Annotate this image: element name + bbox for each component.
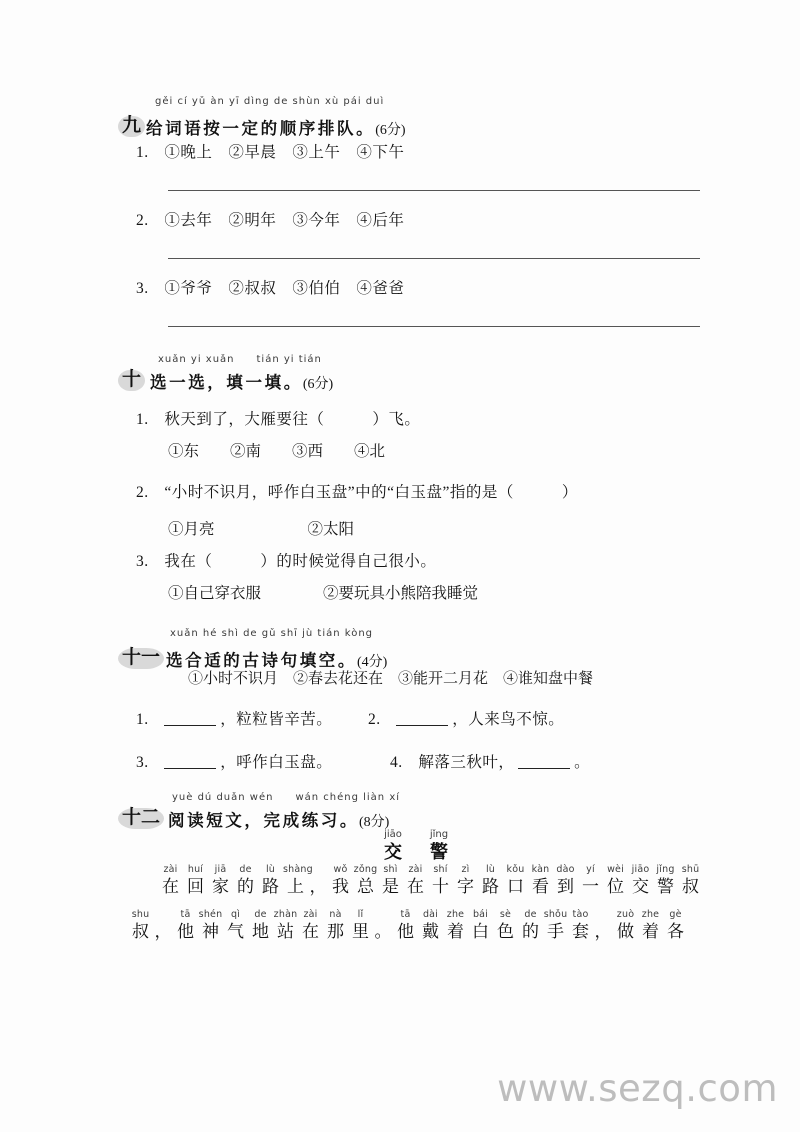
pinyin: nà xyxy=(329,909,342,920)
hanzi: 位 xyxy=(607,877,624,896)
section-twelve-points: (8分) xyxy=(359,815,390,830)
section-ten-title xyxy=(150,369,333,393)
passage-char xyxy=(663,909,688,943)
pinyin: shí xyxy=(433,864,448,875)
hanzi: 路 xyxy=(262,877,279,896)
section-eleven xyxy=(0,628,800,670)
passage-char xyxy=(453,864,478,898)
hanzi: 戴 xyxy=(422,922,439,941)
section-ten-points: (6分) xyxy=(302,377,334,392)
hanzi: 我 xyxy=(332,877,349,896)
hanzi: 交 xyxy=(632,877,649,896)
hanzi: 交 xyxy=(384,842,402,863)
passage-char xyxy=(518,909,543,943)
q9-2-options: ①去年 ②明年 ③今年 ④后年 xyxy=(164,212,405,229)
passage-char xyxy=(298,909,323,943)
section-twelve-title-text: 阅读短文，完成练习。 xyxy=(168,811,359,830)
passage-char xyxy=(128,909,153,943)
passage-char xyxy=(328,864,353,898)
section-eleven-pinyin: xuǎn hé shì de gǔ shī jù tián kòng xyxy=(170,628,373,639)
hanzi: 家 xyxy=(212,877,229,896)
q11-item-4-number: 4. xyxy=(390,754,403,771)
section-ten-number: 十 xyxy=(118,367,145,391)
pinyin: zài xyxy=(408,864,423,875)
q11-item-1-after: ，粒粒皆辛苦。 xyxy=(220,711,333,728)
pinyin: yí xyxy=(586,864,595,875)
passage-char xyxy=(543,909,568,943)
passage-char xyxy=(403,864,428,898)
q11-item-2-after: ，人来鸟不惊。 xyxy=(452,711,565,728)
pinyin: jiā xyxy=(214,864,227,875)
hanzi: 是 xyxy=(382,877,399,896)
passage-char xyxy=(603,864,628,898)
passage-char xyxy=(373,909,393,943)
hanzi: 各 xyxy=(667,922,684,941)
q10-2-stem xyxy=(136,483,578,503)
q11-item-2 xyxy=(368,710,564,730)
section-twelve-header xyxy=(0,792,800,830)
pinyin: zǒng xyxy=(353,864,378,875)
pinyin: de xyxy=(254,909,267,920)
q9-3-answer-line[interactable] xyxy=(168,326,700,327)
pinyin: jǐng xyxy=(656,864,675,875)
q11-item-4-before: 解落三秋叶， xyxy=(418,754,515,771)
hanzi: 字 xyxy=(457,877,474,896)
hanzi: 白 xyxy=(472,922,489,941)
passage-line-1 xyxy=(158,864,703,898)
passage-title xyxy=(370,828,462,864)
passage-char xyxy=(593,909,613,943)
q9-3-number: 3. xyxy=(136,280,149,297)
hanzi: 的 xyxy=(237,877,254,896)
pinyin: zài xyxy=(163,864,178,875)
passage-char xyxy=(503,864,528,898)
passage-char xyxy=(418,909,443,943)
pinyin: zhe xyxy=(641,909,660,920)
hanzi: 色 xyxy=(497,922,514,941)
passage-char xyxy=(323,909,348,943)
hanzi: 到 xyxy=(557,877,574,896)
q11-item-3-number: 3. xyxy=(136,754,149,771)
passage-char xyxy=(628,864,653,898)
passage-char xyxy=(613,909,638,943)
pinyin: shì xyxy=(383,864,398,875)
pinyin xyxy=(308,864,328,876)
pinyin: dài xyxy=(422,909,439,920)
q11-item-4-blank[interactable] xyxy=(518,754,570,769)
passage-char xyxy=(468,909,493,943)
passage-char xyxy=(353,864,378,898)
section-nine-title xyxy=(146,115,406,139)
section-twelve-number: 十二 xyxy=(118,805,164,829)
pinyin: de xyxy=(524,909,537,920)
pinyin: zhe xyxy=(446,909,465,920)
q10-2-number: 2. xyxy=(136,484,149,501)
section-nine-pinyin: gěi cí yǔ àn yī dìng de shùn xù pái duì xyxy=(155,96,385,107)
q10-2-choices[interactable]: ①月亮 ②太阳 xyxy=(168,521,355,538)
hanzi: 叔 xyxy=(682,877,699,896)
pinyin: jiāo xyxy=(384,829,402,840)
hanzi: 回 xyxy=(187,877,204,896)
hanzi: 神 xyxy=(202,922,219,941)
q10-2-stem-text: “小时不识月，呼作白玉盘”中的“白玉盘”指的是（ ） xyxy=(164,484,578,501)
q10-3-number: 3. xyxy=(136,553,149,570)
q11-item-4-after: 。 xyxy=(574,754,591,771)
passage-char xyxy=(378,864,403,898)
q11-item-4 xyxy=(390,753,590,773)
section-nine-header xyxy=(0,96,800,138)
passage-char xyxy=(443,909,468,943)
hanzi: 。 xyxy=(374,922,392,941)
passage-char xyxy=(553,864,578,898)
hanzi: 那 xyxy=(327,922,344,941)
hanzi: ， xyxy=(309,877,327,896)
section-ten-title-text: 选一选，填一填。 xyxy=(150,373,303,392)
section-eleven-title-text: 选合适的古诗句填空。 xyxy=(166,651,357,670)
q11-item-3-blank[interactable] xyxy=(164,754,216,769)
section-eleven-title xyxy=(166,647,387,671)
passage-char xyxy=(208,864,233,898)
pinyin: shǒu xyxy=(543,909,568,920)
q11-item-1-number: 1. xyxy=(136,711,149,728)
passage-char xyxy=(393,909,418,943)
pinyin: huí xyxy=(187,864,204,875)
pinyin: de xyxy=(239,864,252,875)
pinyin: zuò xyxy=(616,909,635,920)
q11-item-1 xyxy=(136,710,332,730)
hanzi: 做 xyxy=(617,922,634,941)
passage-char xyxy=(478,864,503,898)
hanzi: 着 xyxy=(642,922,659,941)
q9-1-options: ①晚上 ②早晨 ③上午 ④下午 xyxy=(164,144,405,161)
passage-char xyxy=(248,909,273,943)
pinyin: kàn xyxy=(531,864,550,875)
passage-char xyxy=(158,864,183,898)
hanzi: 一 xyxy=(582,877,599,896)
hanzi: 他 xyxy=(177,922,194,941)
watermark: www.sezq.com xyxy=(497,1067,778,1110)
q9-1-answer-line[interactable] xyxy=(168,190,700,191)
section-nine-points: (6分) xyxy=(375,123,406,138)
hanzi: 着 xyxy=(447,922,464,941)
pinyin: sè xyxy=(499,909,512,920)
passage-char xyxy=(308,864,328,898)
section-twelve xyxy=(0,792,800,830)
q9-3 xyxy=(136,279,404,299)
q10-3-stem-text: 我在（ ）的时候觉得自己很小。 xyxy=(164,553,437,570)
pinyin: qì xyxy=(230,909,241,920)
pinyin: bái xyxy=(472,909,489,920)
hanzi: 警 xyxy=(430,842,448,863)
passage-char xyxy=(578,864,603,898)
hanzi: 地 xyxy=(252,922,269,941)
passage-char xyxy=(653,864,678,898)
passage-char xyxy=(173,909,198,943)
q10-1-number: 1. xyxy=(136,411,149,428)
pinyin: shū xyxy=(681,864,700,875)
hanzi: 口 xyxy=(507,877,524,896)
q10-3-choices[interactable]: ①自己穿衣服 ②要玩具小熊陪我睡觉 xyxy=(168,585,479,602)
hanzi: 的 xyxy=(522,922,539,941)
passage-char xyxy=(223,909,248,943)
passage-char xyxy=(678,864,703,898)
section-nine-number: 九 xyxy=(118,113,145,137)
q10-1-stem-text: 秋天到了，大雁要往（ ）飞。 xyxy=(164,411,421,428)
passage-char xyxy=(568,909,593,943)
hanzi: 手 xyxy=(547,922,564,941)
passage-title-char xyxy=(370,828,416,864)
pinyin: lù xyxy=(485,864,496,875)
hanzi: 站 xyxy=(277,922,294,941)
passage-char xyxy=(638,909,663,943)
q11-item-3-after: ，呼作白玉盘。 xyxy=(220,754,333,771)
passage-char xyxy=(153,909,173,943)
q9-2-answer-line[interactable] xyxy=(168,258,700,259)
hanzi: 气 xyxy=(227,922,244,941)
hanzi: 叔 xyxy=(132,922,149,941)
q11-item-2-blank[interactable] xyxy=(396,711,448,726)
q10-3-stem xyxy=(136,552,436,572)
hanzi: 上 xyxy=(287,877,304,896)
section-eleven-header xyxy=(0,628,800,670)
passage-char xyxy=(493,909,518,943)
pinyin xyxy=(593,909,613,921)
section-eleven-points: (4分) xyxy=(357,655,388,670)
q9-1-number: 1. xyxy=(136,144,149,161)
pinyin: jiāo xyxy=(631,864,650,875)
q9-1 xyxy=(136,143,404,163)
q10-1-stem xyxy=(136,410,420,430)
pinyin: zì xyxy=(461,864,470,875)
hanzi: 他 xyxy=(397,922,414,941)
q11-bank: ①小时不识月 ②春去花还在 ③能开二月花 ④谁知盘中餐 xyxy=(188,671,594,687)
pinyin: kǒu xyxy=(506,864,525,875)
q9-3-options: ①爷爷 ②叔叔 ③伯伯 ④爸爸 xyxy=(164,280,405,297)
section-ten xyxy=(0,354,800,392)
hanzi: 里 xyxy=(352,922,369,941)
section-nine xyxy=(0,96,800,138)
q9-2 xyxy=(136,211,404,231)
section-ten-header xyxy=(0,354,800,392)
pinyin: wǒ xyxy=(333,864,348,875)
passage-char xyxy=(528,864,553,898)
pinyin: dào xyxy=(556,864,575,875)
q11-item-2-number: 2. xyxy=(368,711,381,728)
hanzi: 十 xyxy=(432,877,449,896)
pinyin: tā xyxy=(180,909,191,920)
pinyin: shu xyxy=(131,909,150,920)
hanzi: 在 xyxy=(162,877,179,896)
pinyin: zhàn xyxy=(273,909,298,920)
pinyin: gè xyxy=(669,909,682,920)
passage-char xyxy=(198,909,223,943)
pinyin: jǐng xyxy=(429,829,449,840)
pinyin: shén xyxy=(198,909,223,920)
passage-line-2 xyxy=(128,909,688,943)
hanzi: 路 xyxy=(482,877,499,896)
passage-char xyxy=(348,909,373,943)
pinyin: wèi xyxy=(607,864,624,875)
passage-char xyxy=(183,864,208,898)
section-nine-title-text: 给词语按一定的顺序排队。 xyxy=(146,119,376,138)
passage-char xyxy=(258,864,283,898)
section-twelve-title xyxy=(168,807,389,831)
pinyin: tā xyxy=(400,909,411,920)
pinyin xyxy=(373,909,393,921)
pinyin: zài xyxy=(303,909,318,920)
hanzi: ， xyxy=(154,922,172,941)
pinyin: lǐ xyxy=(357,909,364,920)
section-twelve-pinyin: yuè dú duǎn wén wán chéng liàn xí xyxy=(172,792,401,803)
hanzi: 总 xyxy=(357,877,374,896)
q10-1-choices[interactable]: ①东 ②南 ③西 ④北 xyxy=(168,443,386,460)
hanzi: 看 xyxy=(532,877,549,896)
section-ten-pinyin: xuǎn yi xuǎn tián yi tián xyxy=(158,354,322,365)
hanzi: 在 xyxy=(407,877,424,896)
passage-char xyxy=(428,864,453,898)
q11-item-3 xyxy=(136,753,332,773)
pinyin: shàng xyxy=(283,864,313,875)
q9-2-number: 2. xyxy=(136,212,149,229)
passage-char xyxy=(273,909,298,943)
passage-char xyxy=(283,864,313,898)
pinyin: lù xyxy=(265,864,276,875)
pinyin xyxy=(153,909,173,921)
hanzi: 警 xyxy=(657,877,674,896)
q11-item-1-blank[interactable] xyxy=(164,711,216,726)
passage-char xyxy=(233,864,258,898)
hanzi: ， xyxy=(594,922,612,941)
passage-title-char xyxy=(416,828,462,864)
section-eleven-number: 十一 xyxy=(118,645,164,669)
hanzi: 套 xyxy=(572,922,589,941)
pinyin: tào xyxy=(572,909,589,920)
hanzi: 在 xyxy=(302,922,319,941)
